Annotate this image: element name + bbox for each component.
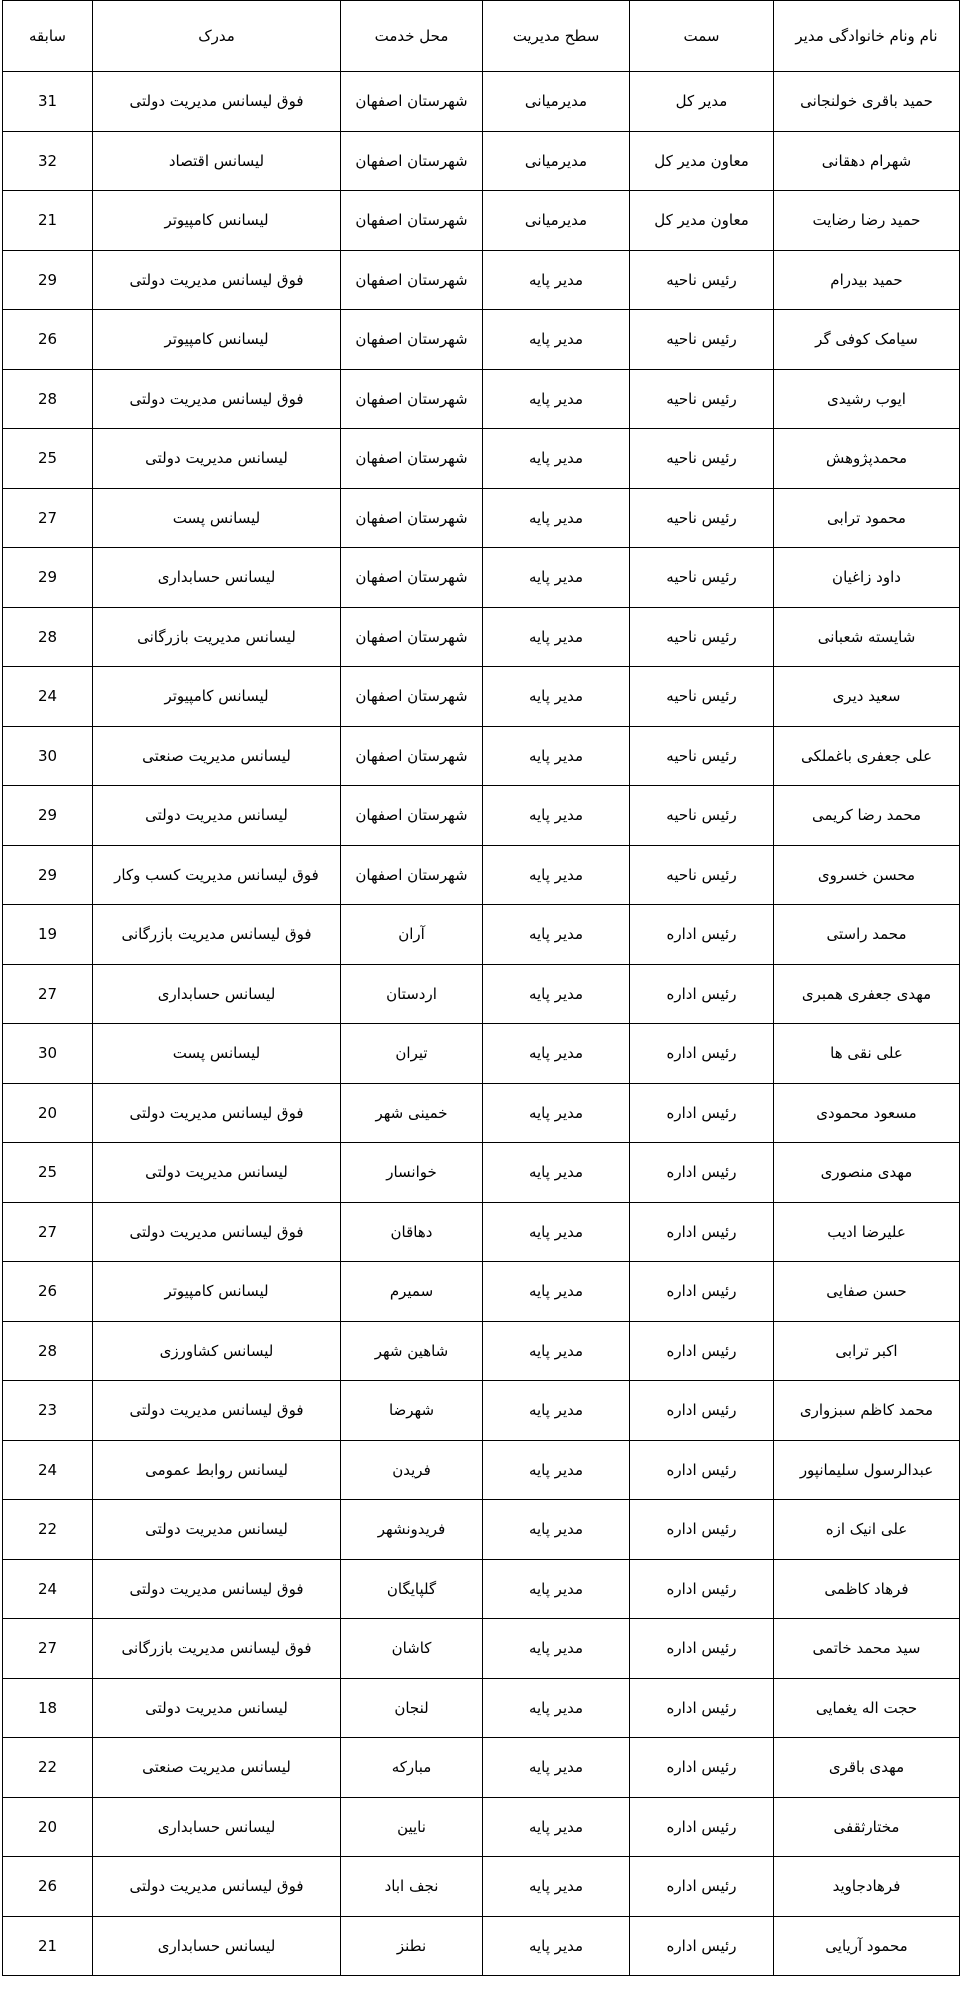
cell-location: گلپایگان — [341, 1559, 483, 1619]
cell-location: شهرستان اصفهان — [341, 72, 483, 132]
cell-degree: لیسانس مدیریت صنعتی — [93, 1738, 341, 1798]
cell-experience: 24 — [3, 667, 93, 727]
cell-degree: لیسانس مدیریت دولتی — [93, 429, 341, 489]
table-row — [3, 726, 960, 786]
cell-degree: فوق لیسانس مدیریت کسب وکار — [93, 845, 341, 905]
cell-degree: لیسانس حسابداری — [93, 1797, 341, 1857]
cell-name: حمید رضا رضایت — [774, 191, 960, 251]
cell-degree: لیسانس حسابداری — [93, 964, 341, 1024]
cell-position: رئیس ناحیه — [630, 369, 774, 429]
cell-name: سیامک کوفی گر — [774, 310, 960, 370]
cell-name: مهدی منصوری — [774, 1143, 960, 1203]
cell-degree: لیسانس روابط عمومی — [93, 1440, 341, 1500]
cell-experience: 26 — [3, 1857, 93, 1917]
cell-level: مدیر پایه — [483, 1262, 630, 1322]
cell-name: ایوب رشیدی — [774, 369, 960, 429]
cell-name: محمود آریایی — [774, 1916, 960, 1976]
cell-experience: 26 — [3, 1262, 93, 1322]
cell-name: اکبر ترابی — [774, 1321, 960, 1381]
cell-location: شهرضا — [341, 1381, 483, 1441]
cell-level: مدیر پایه — [483, 1083, 630, 1143]
cell-location: شهرستان اصفهان — [341, 429, 483, 489]
table-row — [3, 369, 960, 429]
table-row — [3, 1797, 960, 1857]
cell-position: رئیس اداره — [630, 1916, 774, 1976]
table-row — [3, 607, 960, 667]
cell-level: مدیر پایه — [483, 1559, 630, 1619]
cell-position: مدیر کل — [630, 72, 774, 132]
cell-position: رئیس اداره — [630, 1619, 774, 1679]
cell-degree: فوق لیسانس مدیریت دولتی — [93, 1202, 341, 1262]
table-row — [3, 429, 960, 489]
cell-name: مختارثقفی — [774, 1797, 960, 1857]
cell-experience: 28 — [3, 369, 93, 429]
table-row — [3, 1202, 960, 1262]
cell-experience: 28 — [3, 607, 93, 667]
cell-level: مدیر پایه — [483, 1143, 630, 1203]
cell-name: علی نقی ها — [774, 1024, 960, 1084]
cell-level: مدیر پایه — [483, 548, 630, 608]
cell-level: مدیرمیانی — [483, 131, 630, 191]
cell-degree: لیسانس حسابداری — [93, 548, 341, 608]
cell-experience: 29 — [3, 786, 93, 846]
cell-name: حسن صفایی — [774, 1262, 960, 1322]
cell-name: عبدالرسول سلیمانپور — [774, 1440, 960, 1500]
cell-name: محمد کاظم سبزواری — [774, 1381, 960, 1441]
cell-location: شهرستان اصفهان — [341, 726, 483, 786]
cell-location: لنجان — [341, 1678, 483, 1738]
table-row — [3, 250, 960, 310]
cell-level: مدیر پایه — [483, 667, 630, 727]
cell-location: شهرستان اصفهان — [341, 310, 483, 370]
cell-experience: 27 — [3, 1619, 93, 1679]
cell-location: آران — [341, 905, 483, 965]
cell-position: رئیس اداره — [630, 1381, 774, 1441]
table-row — [3, 1857, 960, 1917]
cell-name: علیرضا ادیب — [774, 1202, 960, 1262]
table-row — [3, 905, 960, 965]
header-position: سمت — [630, 1, 774, 72]
cell-level: مدیر پایه — [483, 905, 630, 965]
cell-position: رئیس ناحیه — [630, 786, 774, 846]
cell-position: رئیس اداره — [630, 1797, 774, 1857]
cell-level: مدیر پایه — [483, 1500, 630, 1560]
cell-name: حجت اله یغمایی — [774, 1678, 960, 1738]
cell-degree: لیسانس کامپیوتر — [93, 667, 341, 727]
cell-location: نطنز — [341, 1916, 483, 1976]
cell-name: سید محمد خاتمی — [774, 1619, 960, 1679]
cell-degree: لیسانس کامپیوتر — [93, 310, 341, 370]
cell-position: رئیس اداره — [630, 1202, 774, 1262]
cell-location: شهرستان اصفهان — [341, 548, 483, 608]
cell-degree: فوق لیسانس مدیریت دولتی — [93, 1857, 341, 1917]
cell-experience: 24 — [3, 1440, 93, 1500]
header-degree: مدرک — [93, 1, 341, 72]
cell-position: رئیس اداره — [630, 1857, 774, 1917]
header-location: محل خدمت — [341, 1, 483, 72]
table-row — [3, 1262, 960, 1322]
table-row — [3, 1738, 960, 1798]
table-row — [3, 1440, 960, 1500]
table-row — [3, 1559, 960, 1619]
cell-name: مسعود محمودی — [774, 1083, 960, 1143]
cell-position: رئیس ناحیه — [630, 250, 774, 310]
cell-experience: 18 — [3, 1678, 93, 1738]
cell-experience: 27 — [3, 1202, 93, 1262]
cell-position: رئیس ناحیه — [630, 667, 774, 727]
cell-position: رئیس ناحیه — [630, 726, 774, 786]
cell-name: محمد رضا کریمی — [774, 786, 960, 846]
cell-level: مدیر پایه — [483, 488, 630, 548]
cell-location: شهرستان اصفهان — [341, 488, 483, 548]
cell-experience: 22 — [3, 1500, 93, 1560]
cell-experience: 28 — [3, 1321, 93, 1381]
cell-experience: 19 — [3, 905, 93, 965]
cell-location: شهرستان اصفهان — [341, 786, 483, 846]
table-row — [3, 191, 960, 251]
cell-location: شهرستان اصفهان — [341, 607, 483, 667]
cell-location: شهرستان اصفهان — [341, 131, 483, 191]
cell-experience: 24 — [3, 1559, 93, 1619]
cell-degree: لیسانس حسابداری — [93, 1916, 341, 1976]
cell-degree: لیسانس مدیریت دولتی — [93, 1678, 341, 1738]
table-row — [3, 548, 960, 608]
header-name: نام ونام خانوادگی مدیر — [774, 1, 960, 72]
cell-position: رئیس اداره — [630, 1262, 774, 1322]
cell-level: مدیر پایه — [483, 607, 630, 667]
table-row — [3, 964, 960, 1024]
cell-position: رئیس ناحیه — [630, 607, 774, 667]
cell-name: علی انیک ازه — [774, 1500, 960, 1560]
table-row — [3, 488, 960, 548]
cell-degree: فوق لیسانس مدیریت بازرگانی — [93, 905, 341, 965]
cell-location: کاشان — [341, 1619, 483, 1679]
cell-experience: 27 — [3, 964, 93, 1024]
cell-location: اردستان — [341, 964, 483, 1024]
table-row — [3, 845, 960, 905]
cell-name: شهرام دهقانی — [774, 131, 960, 191]
cell-location: نجف اباد — [341, 1857, 483, 1917]
cell-level: مدیر پایه — [483, 1857, 630, 1917]
cell-experience: 25 — [3, 1143, 93, 1203]
cell-position: رئیس اداره — [630, 1024, 774, 1084]
cell-degree: لیسانس کامپیوتر — [93, 1262, 341, 1322]
cell-experience: 30 — [3, 726, 93, 786]
header-level: سطح مدیریت — [483, 1, 630, 72]
cell-degree: فوق لیسانس مدیریت دولتی — [93, 1083, 341, 1143]
cell-level: مدیر پایه — [483, 786, 630, 846]
cell-level: مدیر پایه — [483, 1024, 630, 1084]
cell-level: مدیرمیانی — [483, 72, 630, 132]
cell-experience: 32 — [3, 131, 93, 191]
cell-position: رئیس ناحیه — [630, 310, 774, 370]
table-row — [3, 1619, 960, 1679]
cell-experience: 31 — [3, 72, 93, 132]
cell-degree: لیسانس مدیریت دولتی — [93, 1500, 341, 1560]
cell-name: فرهاد کاظمی — [774, 1559, 960, 1619]
cell-degree: فوق لیسانس مدیریت دولتی — [93, 1381, 341, 1441]
cell-name: فرهادجاوید — [774, 1857, 960, 1917]
cell-position: رئیس اداره — [630, 964, 774, 1024]
cell-degree: فوق لیسانس مدیریت بازرگانی — [93, 1619, 341, 1679]
cell-experience: 30 — [3, 1024, 93, 1084]
cell-level: مدیر پایه — [483, 1916, 630, 1976]
cell-level: مدیر پایه — [483, 1381, 630, 1441]
cell-degree: لیسانس کامپیوتر — [93, 191, 341, 251]
cell-degree: لیسانس مدیریت بازرگانی — [93, 607, 341, 667]
cell-position: رئیس ناحیه — [630, 548, 774, 608]
cell-position: رئیس ناحیه — [630, 845, 774, 905]
managers-table — [2, 0, 960, 1976]
cell-degree: لیسانس پست — [93, 1024, 341, 1084]
table-row — [3, 1083, 960, 1143]
cell-level: مدیر پایه — [483, 1321, 630, 1381]
table-body — [3, 72, 960, 1976]
cell-degree: لیسانس مدیریت دولتی — [93, 786, 341, 846]
cell-name: حمید باقری خولنجانی — [774, 72, 960, 132]
cell-name: سعید دیری — [774, 667, 960, 727]
cell-experience: 22 — [3, 1738, 93, 1798]
cell-experience: 20 — [3, 1797, 93, 1857]
cell-degree: فوق لیسانس مدیریت دولتی — [93, 369, 341, 429]
cell-experience: 29 — [3, 548, 93, 608]
cell-level: مدیر پایه — [483, 250, 630, 310]
cell-location: شهرستان اصفهان — [341, 667, 483, 727]
cell-location: شهرستان اصفهان — [341, 250, 483, 310]
cell-degree: لیسانس مدیریت دولتی — [93, 1143, 341, 1203]
cell-name: مهدی جعفری همبری — [774, 964, 960, 1024]
cell-position: رئیس اداره — [630, 1083, 774, 1143]
cell-location: دهاقان — [341, 1202, 483, 1262]
cell-level: مدیر پایه — [483, 369, 630, 429]
cell-level: مدیر پایه — [483, 1619, 630, 1679]
cell-location: شهرستان اصفهان — [341, 191, 483, 251]
cell-experience: 27 — [3, 488, 93, 548]
cell-position: معاون مدیر کل — [630, 131, 774, 191]
table-row — [3, 1143, 960, 1203]
cell-experience: 25 — [3, 429, 93, 489]
cell-position: رئیس اداره — [630, 1738, 774, 1798]
cell-location: خمینی شهر — [341, 1083, 483, 1143]
cell-position: رئیس اداره — [630, 1500, 774, 1560]
cell-location: مبارکه — [341, 1738, 483, 1798]
cell-location: فریدن — [341, 1440, 483, 1500]
table-row — [3, 1678, 960, 1738]
cell-level: مدیرمیانی — [483, 191, 630, 251]
cell-position: رئیس ناحیه — [630, 488, 774, 548]
cell-position: رئیس اداره — [630, 905, 774, 965]
cell-experience: 21 — [3, 191, 93, 251]
table-row — [3, 1381, 960, 1441]
cell-location: سمیرم — [341, 1262, 483, 1322]
cell-degree: لیسانس کشاورزی — [93, 1321, 341, 1381]
cell-degree: فوق لیسانس مدیریت دولتی — [93, 72, 341, 132]
table-row — [3, 1024, 960, 1084]
cell-name: محمود ترابی — [774, 488, 960, 548]
cell-name: علی جعفری باغملکی — [774, 726, 960, 786]
cell-degree: لیسانس مدیریت صنعتی — [93, 726, 341, 786]
cell-location: شاهین شهر — [341, 1321, 483, 1381]
table-row — [3, 667, 960, 727]
managers-sheet — [2, 0, 959, 1998]
cell-level: مدیر پایه — [483, 1678, 630, 1738]
table-header-row — [3, 1, 960, 72]
table-row — [3, 72, 960, 132]
cell-level: مدیر پایه — [483, 845, 630, 905]
cell-name: محمدپژوهش — [774, 429, 960, 489]
cell-position: رئیس اداره — [630, 1440, 774, 1500]
cell-level: مدیر پایه — [483, 1202, 630, 1262]
cell-position: رئیس اداره — [630, 1321, 774, 1381]
table-row — [3, 786, 960, 846]
table-row — [3, 1500, 960, 1560]
cell-degree: فوق لیسانس مدیریت دولتی — [93, 250, 341, 310]
table-row — [3, 131, 960, 191]
cell-location: شهرستان اصفهان — [341, 845, 483, 905]
cell-location: نایین — [341, 1797, 483, 1857]
cell-position: رئیس اداره — [630, 1559, 774, 1619]
table-row — [3, 310, 960, 370]
cell-experience: 21 — [3, 1916, 93, 1976]
cell-level: مدیر پایه — [483, 310, 630, 370]
header-experience: سابقه — [3, 1, 93, 72]
cell-level: مدیر پایه — [483, 964, 630, 1024]
cell-position: معاون مدیر کل — [630, 191, 774, 251]
cell-level: مدیر پایه — [483, 1440, 630, 1500]
cell-level: مدیر پایه — [483, 1797, 630, 1857]
cell-level: مدیر پایه — [483, 726, 630, 786]
cell-level: مدیر پایه — [483, 429, 630, 489]
cell-location: تیران — [341, 1024, 483, 1084]
table-row — [3, 1321, 960, 1381]
cell-position: رئیس اداره — [630, 1678, 774, 1738]
cell-name: شایسته شعبانی — [774, 607, 960, 667]
cell-degree: فوق لیسانس مدیریت دولتی — [93, 1559, 341, 1619]
cell-position: رئیس ناحیه — [630, 429, 774, 489]
cell-degree: لیسانس اقتصاد — [93, 131, 341, 191]
cell-level: مدیر پایه — [483, 1738, 630, 1798]
cell-experience: 23 — [3, 1381, 93, 1441]
cell-position: رئیس اداره — [630, 1143, 774, 1203]
table-row — [3, 1916, 960, 1976]
cell-experience: 29 — [3, 845, 93, 905]
cell-experience: 29 — [3, 250, 93, 310]
cell-location: شهرستان اصفهان — [341, 369, 483, 429]
cell-degree: لیسانس پست — [93, 488, 341, 548]
cell-name: محمد راستی — [774, 905, 960, 965]
cell-experience: 26 — [3, 310, 93, 370]
cell-location: خوانسار — [341, 1143, 483, 1203]
cell-name: داود زاغیان — [774, 548, 960, 608]
cell-name: حمید بیدرام — [774, 250, 960, 310]
cell-location: فریدونشهر — [341, 1500, 483, 1560]
cell-experience: 20 — [3, 1083, 93, 1143]
cell-name: محسن خسروی — [774, 845, 960, 905]
cell-name: مهدی باقری — [774, 1738, 960, 1798]
